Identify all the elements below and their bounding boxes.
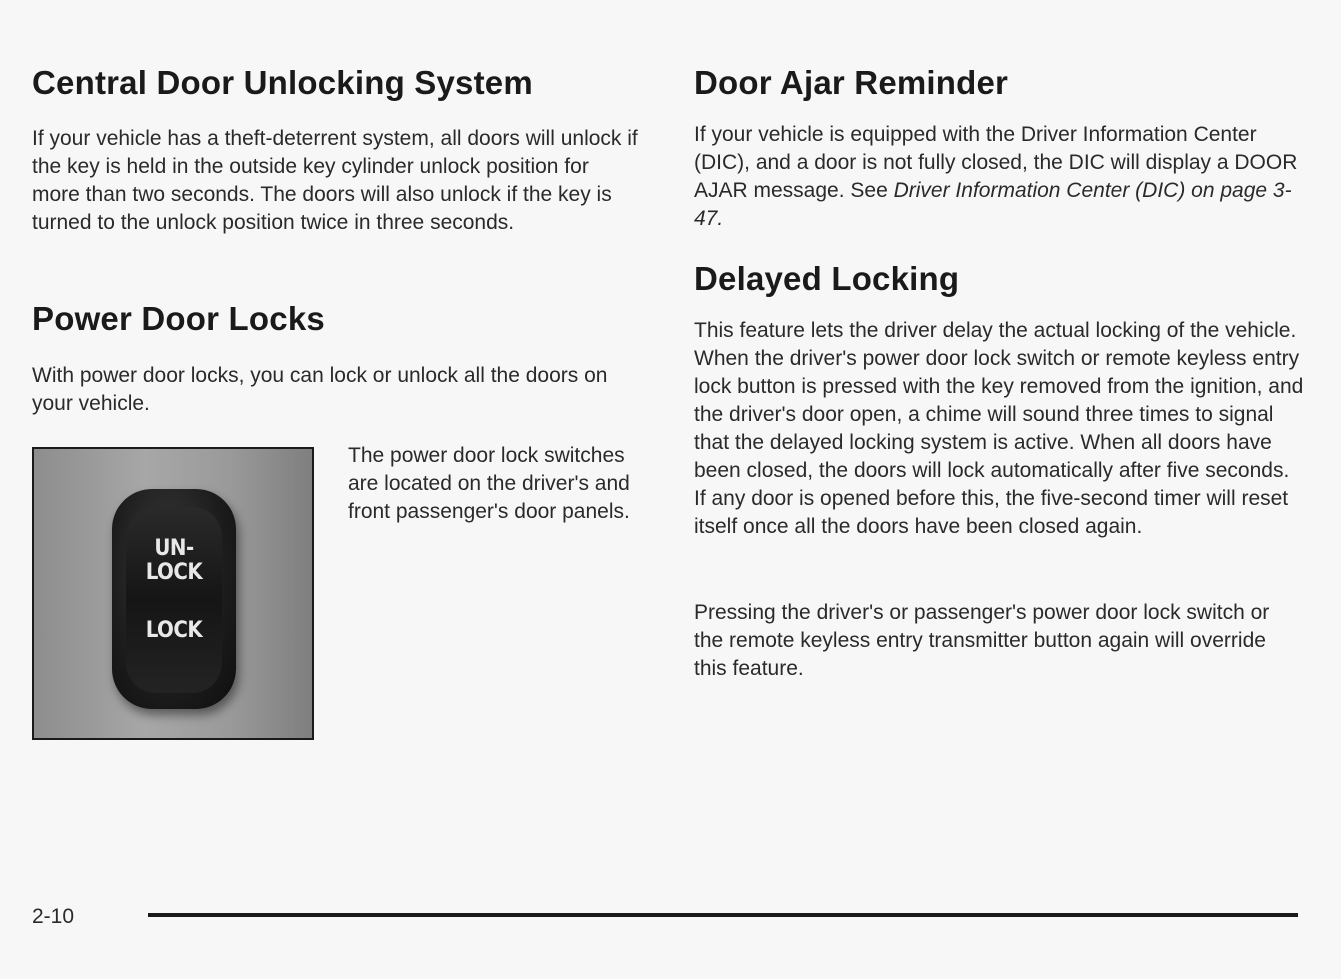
lock-switch: [126, 507, 222, 693]
central-door-unlocking-heading: Central Door Unlocking System: [32, 64, 533, 101]
switch-location-caption: The power door lock switches are located on the driver's and front passenger's door panels.: [348, 444, 630, 523]
power-door-locks-heading: Power Door Locks: [32, 300, 325, 337]
delayed-locking-text-1: This feature lets the driver delay the actual locking of the vehicle. When the driver's power door lock switch or remote keyless entry lock button is pressed with the key removed from the ignition, and the driver's door open, a chime will sound three times to signal that the delayed locking system is active. When all doors have been closed, the doors will lock automatically after five seconds. If any door is opened before this, the five-second timer will reset itself once all the doors have been closed again.: [694, 319, 1304, 538]
door-ajar-reminder-text: [694, 121, 1304, 233]
delayed-locking-text-2: Pressing the driver's or passenger's power door lock switch or the remote keyless entry transmitter button again will override this feature.: [694, 601, 1270, 680]
footer-rule: [148, 913, 1298, 917]
door-ajar-reminder-heading: Door Ajar Reminder: [694, 64, 1009, 101]
door-lock-switch-photo: [32, 447, 314, 740]
door-ajar-body: If your vehicle is equipped with the Driver Information Center (DIC), and a door is not fully closed, the DIC will display a DOOR AJAR message. See: [694, 123, 1298, 202]
delayed-locking-heading: Delayed Locking: [694, 260, 960, 297]
dic-page-reference: Driver Information Center (DIC) on page 3-47: [694, 179, 1292, 230]
power-door-locks-text: With power door locks, you can lock or unlock all the doors on your vehicle.: [32, 364, 608, 415]
reference-period: .: [717, 207, 724, 230]
lock-label: LOCK: [145, 618, 203, 643]
central-door-unlocking-text: If your vehicle has a theft-deterrent system, all doors will unlock if the key is held in the outside key cylinder unlock position for more than two seconds. The doors will also unlock if the key is turned to the unlock position twice in three seconds.: [32, 127, 638, 234]
unlock-label: UN- LOCK: [145, 536, 203, 585]
page-number: 2-10: [32, 905, 75, 928]
